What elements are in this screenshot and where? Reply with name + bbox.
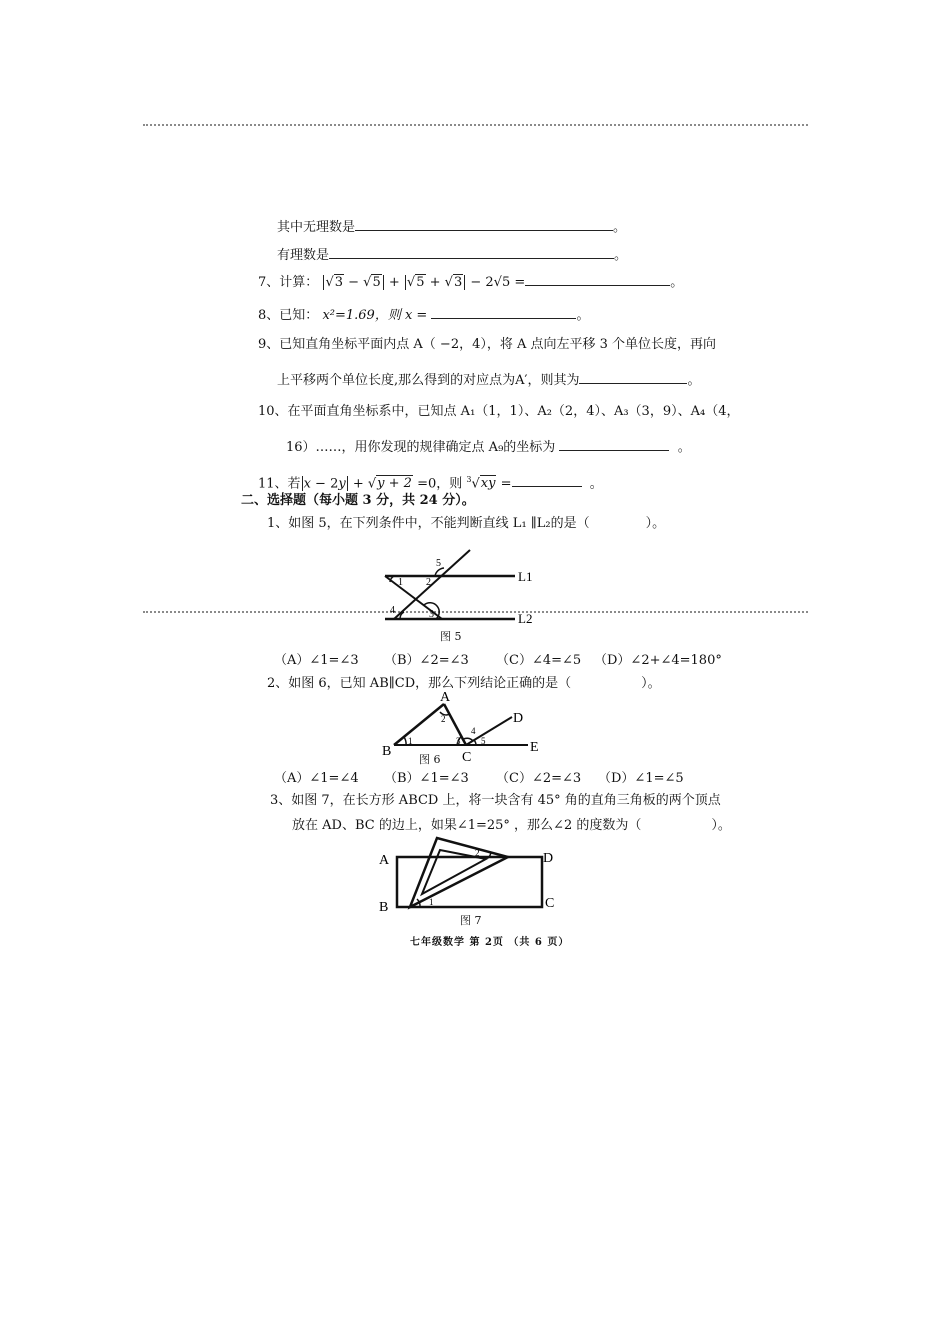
- figure-5: [380, 550, 540, 630]
- fig5-label-5: 5: [436, 558, 441, 569]
- choice-question-3-line2: 放在 AD、BC 的边上，如果∠1=25° ，那么∠2 的度数为（ ）。: [292, 818, 731, 833]
- fig5-label-1: 1: [398, 577, 403, 588]
- answer-blank[interactable]: [329, 246, 614, 259]
- fig6-label-4: 4: [471, 726, 476, 736]
- question-11: 11、若 x − 2y + √y + 2 =0，则 $^3$√xy = 。: [258, 475, 603, 492]
- fig5-label-4: 4: [390, 605, 395, 616]
- option-d[interactable]: （D）∠1=∠5: [598, 771, 684, 786]
- choice-2-options: [274, 771, 754, 787]
- fig5-label-2: 2: [426, 577, 431, 588]
- page-footer: 七年级数学 第 2页 （共 6 页）: [410, 937, 570, 948]
- fig6-label-1: 1: [408, 736, 413, 746]
- fig7-label-C: C: [545, 896, 555, 911]
- option-a[interactable]: （A）∠1=∠4: [274, 771, 359, 786]
- answer-blank[interactable]: [355, 218, 613, 231]
- top-scan-line: [143, 124, 808, 126]
- fig6-label-3: 3: [456, 736, 461, 746]
- fig6-label-5: 5: [481, 736, 486, 746]
- q6-rational-line: 有理数是 。: [277, 248, 628, 263]
- fig5-label-L1: L1: [518, 569, 533, 584]
- option-a[interactable]: （A）∠1=∠3: [274, 653, 359, 668]
- fig5-label-3: 3: [429, 609, 434, 620]
- answer-blank[interactable]: [512, 474, 582, 487]
- choice-question-3-line1: 3、如图 7，在长方形 ABCD 上，将一块含有 45° 角的直角三角板的两个顶点: [270, 793, 721, 808]
- question-10-line1: 10、在平面直角坐标系中，已知点 A₁（1，1）、A₂（2，4）、A₃（3，9）、A₄（4，: [258, 404, 740, 419]
- answer-blank[interactable]: [431, 306, 576, 319]
- option-d[interactable]: （D）∠2+∠4=180°: [594, 653, 722, 668]
- q6-irrational-line: 其中无理数是 。: [277, 220, 627, 235]
- fig6-label-E: E: [530, 740, 539, 755]
- fig6-label-2: 2: [441, 714, 446, 724]
- answer-blank[interactable]: [559, 438, 669, 451]
- answer-blank[interactable]: [579, 371, 687, 384]
- fig7-label-B: B: [379, 900, 389, 915]
- question-9-line1: 9、已知直角坐标平面内点 A（ −2，4），将 A 点向左平移 3 个单位长度，再向: [258, 337, 717, 352]
- fig6-label-C: C: [462, 750, 472, 765]
- answer-blank[interactable]: [525, 273, 670, 286]
- figure-6: [380, 690, 550, 765]
- fig6-label-A: A: [440, 690, 451, 705]
- option-c[interactable]: （C）∠2=∠3: [496, 771, 582, 786]
- fig6-label-B: B: [382, 744, 392, 759]
- fig7-label-2: 2: [475, 848, 480, 858]
- choice-1-options: [274, 653, 754, 669]
- choice-question-2: 2、如图 6，已知 AB∥CD，那么下列结论正确的是（ ）。: [267, 676, 661, 691]
- question-7: 7、计算： √3 − √5 + √5 + √3 − 2√5 = 。: [258, 275, 684, 290]
- option-b[interactable]: （B）∠2=∠3: [384, 653, 469, 668]
- fig5-label-L2: L2: [518, 611, 533, 626]
- section-2-title: 二、选择题（每小题 3 分，共 24 分）。: [241, 493, 475, 508]
- fig6-label-D: D: [513, 711, 524, 726]
- fig7-label-A: A: [379, 853, 390, 868]
- choice-question-1: 1、如图 5，在下列条件中，不能判断直线 L₁ ∥L₂的是（ ）。: [267, 516, 666, 531]
- question-9-line2: 上平移两个单位长度,那么得到的对应点为A′，则其为 。: [277, 373, 701, 388]
- figure-6-caption: 图 6: [419, 753, 441, 766]
- fig7-label-D: D: [543, 851, 554, 866]
- option-c[interactable]: （C）∠4=∠5: [496, 653, 582, 668]
- option-b[interactable]: （B）∠1=∠3: [384, 771, 469, 786]
- figure-5-caption: 图 5: [440, 630, 462, 643]
- fig7-label-1: 1: [429, 897, 434, 907]
- question-8: 8、已知： x²=1.69，则 x = 。: [258, 308, 590, 323]
- figure-7: [375, 838, 565, 918]
- question-10-line2: 16）……，用你发现的规律确定点 A₉的坐标为 。: [286, 440, 691, 455]
- figure-7-caption: 图 7: [460, 914, 482, 927]
